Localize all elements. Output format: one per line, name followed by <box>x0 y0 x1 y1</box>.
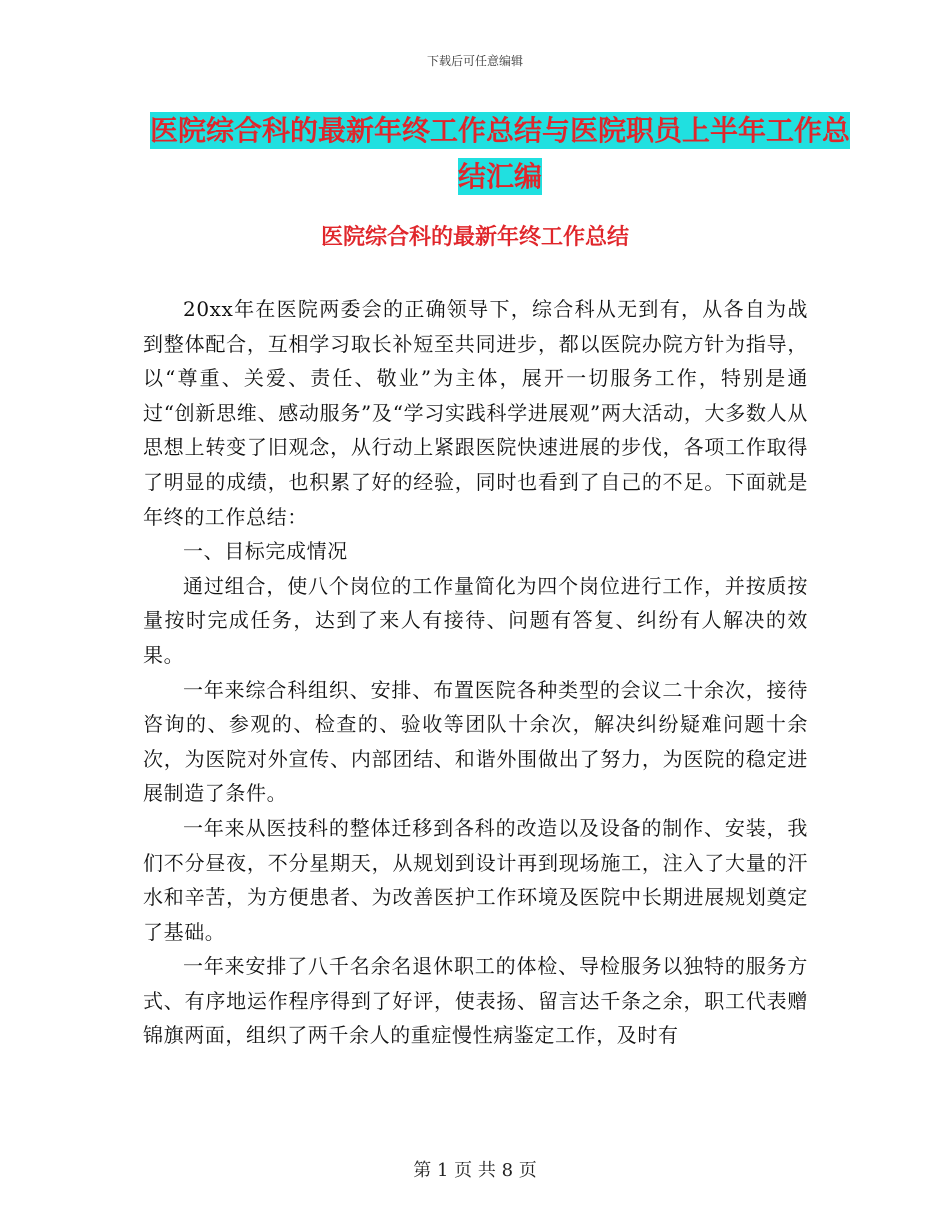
paragraph-checkups: 一年来安排了八千名余名退休职工的体检、导检服务以独特的服务方式、有序地运作程序得到了好评，使表扬、留言达千条之余，职工代表赠锦旗两面，组织了两千余人的重症慢性病鉴定工作，及时有 <box>143 954 808 1048</box>
paragraph-relocation: 一年来从医技科的整体迁移到各科的改造以及设备的制作、安装，我们不分昼夜，不分星期天，从规划到设计再到现场施工，注入了大量的汗水和辛苦，为方便患者、为改善医护工作环境及医院中长期进展规划奠定了基础。 <box>143 815 808 944</box>
main-title-text: 医院综合科的最新年终工作总结与医院职员上半年工作总结汇编 <box>150 114 851 193</box>
paragraph-combination: 通过组合，使八个岗位的工作量简化为四个岗位进行工作，并按质按量按时完成任务，达到了来人有接待、问题有答复、纠纷有人解决的效果。 <box>143 573 808 667</box>
page-number: 第 1 页 共 8 页 <box>413 1160 537 1181</box>
page-header-note: 下载后可任意编辑 <box>426 54 523 68</box>
section-title: 医院综合科的最新年终工作总结 <box>320 225 629 250</box>
paragraph-meetings: 一年来综合科组织、安排、布置医院各种类型的会议二十余次，接待咨询的、参观的、检查的、验收等团队十余次，解决纠纷疑难问题十余次，为医院对外宣传、内部团结、和谐外围做出了努力，为医院的稳定进展制造了条件。 <box>143 677 808 806</box>
paragraph-intro: 20xx年在医院两委会的正确领导下，综合科从无到有，从各自为战到整体配合，互相学习取长补短至共同进步，都以医院办院方针为指导，以“尊重、关爱、责任、敬业”为主体，展开一切服务工作，特别是通过“创新思维、感动服务”及“学习实践科学进展观”两大活动，大多数人从思想上转变了旧观念，从行动上紧跟医院快速进展的步伐，各项工作取得了明显的成绩，也积累了好的经验，同时也看到了自己的不足。下面就是年终的工作总结： <box>143 297 808 529</box>
paragraph-heading-goals: 一、目标完成情况 <box>183 539 348 564</box>
document-main-title <box>150 108 850 200</box>
document-body <box>143 292 808 1053</box>
